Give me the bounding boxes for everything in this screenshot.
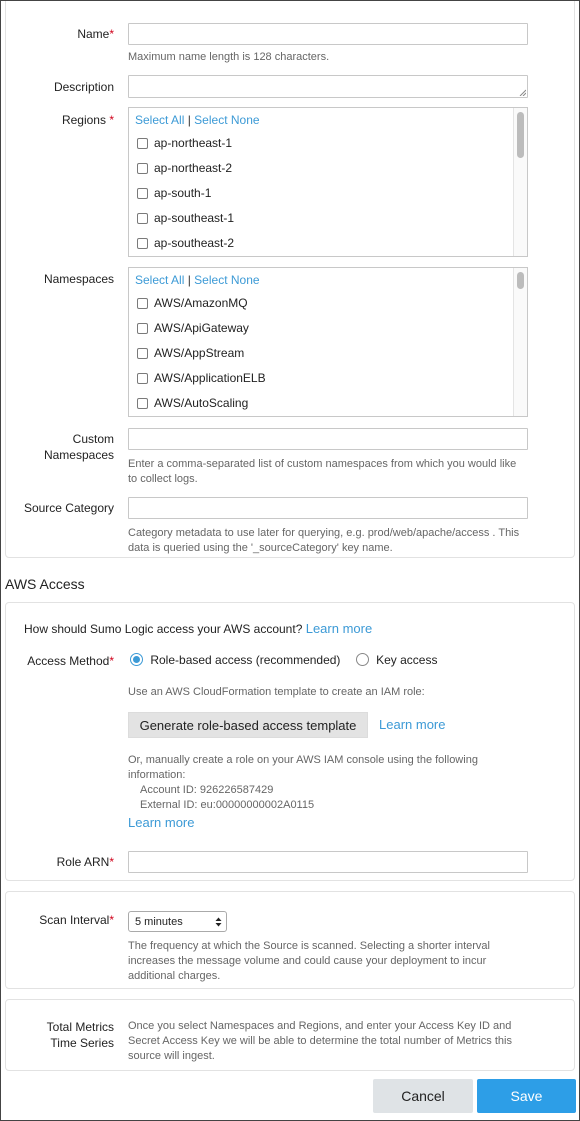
checkbox[interactable] xyxy=(137,213,148,224)
general-settings-card xyxy=(5,0,575,558)
access-method-label: Access Method* xyxy=(27,654,114,668)
role-arn-label: Role ARN* xyxy=(56,855,114,869)
namespace-item[interactable]: AWS/ApiGateway xyxy=(137,321,249,335)
namespace-item[interactable]: AWS/AmazonMQ xyxy=(137,296,248,310)
save-button[interactable]: Save xyxy=(477,1079,576,1113)
description-textarea[interactable] xyxy=(128,75,528,98)
key-access-option-label[interactable]: Key access xyxy=(376,652,438,667)
external-id: External ID: eu:00000000002A0115 xyxy=(140,799,315,811)
scan-interval-card xyxy=(5,891,575,989)
select-arrows-icon xyxy=(215,917,222,927)
generate-template-button[interactable]: Generate role-based access template xyxy=(128,712,368,738)
regions-label: Regions * xyxy=(61,113,114,127)
total-metrics-card xyxy=(5,999,575,1071)
regions-link-separator: | xyxy=(187,113,191,127)
region-item[interactable]: ap-northeast-1 xyxy=(137,136,232,150)
namespace-item[interactable]: AWS/AutoScaling xyxy=(137,396,248,410)
checkbox[interactable] xyxy=(137,348,148,359)
scan-interval-hint: The frequency at which the Source is scanned. Selecting a shorter interval increases the message volume and could cause your deployment to incur additional charges. xyxy=(128,940,490,982)
checkbox[interactable] xyxy=(137,298,148,309)
access-method-options xyxy=(130,652,437,667)
scan-interval-label: Scan Interval* xyxy=(39,913,114,927)
cancel-button[interactable]: Cancel xyxy=(373,1079,473,1113)
region-item[interactable]: ap-south-1 xyxy=(137,186,211,200)
regions-select-all-link[interactable]: Select All xyxy=(135,113,185,127)
aws-access-card xyxy=(5,602,575,881)
checkbox[interactable] xyxy=(137,238,148,249)
aws-access-heading: AWS Access xyxy=(5,576,85,592)
key-access-radio[interactable] xyxy=(356,653,369,666)
region-item[interactable]: ap-northeast-2 xyxy=(137,161,232,175)
region-item[interactable]: ap-southeast-1 xyxy=(137,211,234,225)
learn-more-link[interactable]: Learn more xyxy=(305,621,373,636)
scan-interval-select[interactable]: 5 minutes xyxy=(128,911,227,932)
source-category-label: Source Category xyxy=(23,501,114,515)
source-category-input[interactable] xyxy=(128,497,528,519)
custom-namespaces-hint: Enter a comma-separated list of custom namespaces from which you would like to collect logs. xyxy=(128,458,517,485)
description-label: Description xyxy=(53,80,114,94)
learn-more-link[interactable]: Learn more xyxy=(128,815,195,830)
namespaces-label: Namespaces xyxy=(43,272,114,286)
regions-select-links xyxy=(135,113,260,127)
regions-scroll-thumb[interactable] xyxy=(517,112,524,158)
custom-namespaces-label: Custom Namespaces xyxy=(43,432,114,462)
role-arn-input[interactable] xyxy=(128,851,528,873)
checkbox[interactable] xyxy=(137,398,148,409)
account-id: Account ID: 926226587429 xyxy=(140,784,274,796)
total-metrics-hint: Once you select Namespaces and Regions, and enter your Access Key ID and Secret Access Key we will be able to determine the total number of Metrics this source will ingest. xyxy=(128,1020,512,1062)
custom-namespaces-input[interactable] xyxy=(128,428,528,450)
namespaces-listbox[interactable] xyxy=(128,267,528,417)
access-question: How should Sumo Logic access your AWS account? Learn more xyxy=(24,621,373,636)
namespaces-link-separator: | xyxy=(187,273,191,287)
checkbox[interactable] xyxy=(137,323,148,334)
namespace-item[interactable]: AWS/ApplicationELB xyxy=(137,371,266,385)
checkbox[interactable] xyxy=(137,188,148,199)
role-based-option-label[interactable]: Role-based access (recommended) xyxy=(150,652,341,667)
namespaces-select-links xyxy=(135,273,260,287)
name-hint: Maximum name length is 128 characters. xyxy=(128,51,330,63)
source-category-hint: Category metadata to use later for querying, e.g. prod/web/apache/access . This data is queried using the '_sourceCategory' key name. xyxy=(128,527,520,554)
namespaces-select-none-link[interactable]: Select None xyxy=(194,273,260,287)
role-based-radio[interactable] xyxy=(130,653,143,666)
name-input[interactable] xyxy=(128,23,528,45)
regions-listbox[interactable] xyxy=(128,107,528,257)
namespaces-scrollbar[interactable] xyxy=(513,268,527,416)
manual-role-hint: Or, manually create a role on your AWS IAM console using the following information: Account ID: 926226587429 External ID: eu:00000000002A0115 xyxy=(128,754,478,811)
namespaces-scroll-thumb[interactable] xyxy=(517,272,524,289)
regions-scrollbar[interactable] xyxy=(513,108,527,256)
checkbox[interactable] xyxy=(137,373,148,384)
total-metrics-label: Total Metrics Time Series xyxy=(46,1020,114,1050)
checkbox[interactable] xyxy=(137,163,148,174)
namespaces-select-all-link[interactable]: Select All xyxy=(135,273,185,287)
regions-select-none-link[interactable]: Select None xyxy=(194,113,260,127)
resize-handle-icon[interactable] xyxy=(519,89,526,96)
checkbox[interactable] xyxy=(137,138,148,149)
name-label: Name* xyxy=(77,27,114,41)
cloudformation-hint: Use an AWS CloudFormation template to create an IAM role: xyxy=(128,686,425,698)
region-item[interactable]: ap-southeast-2 xyxy=(137,236,234,250)
learn-more-link[interactable]: Learn more xyxy=(379,717,446,732)
namespace-item[interactable]: AWS/AppStream xyxy=(137,346,244,360)
